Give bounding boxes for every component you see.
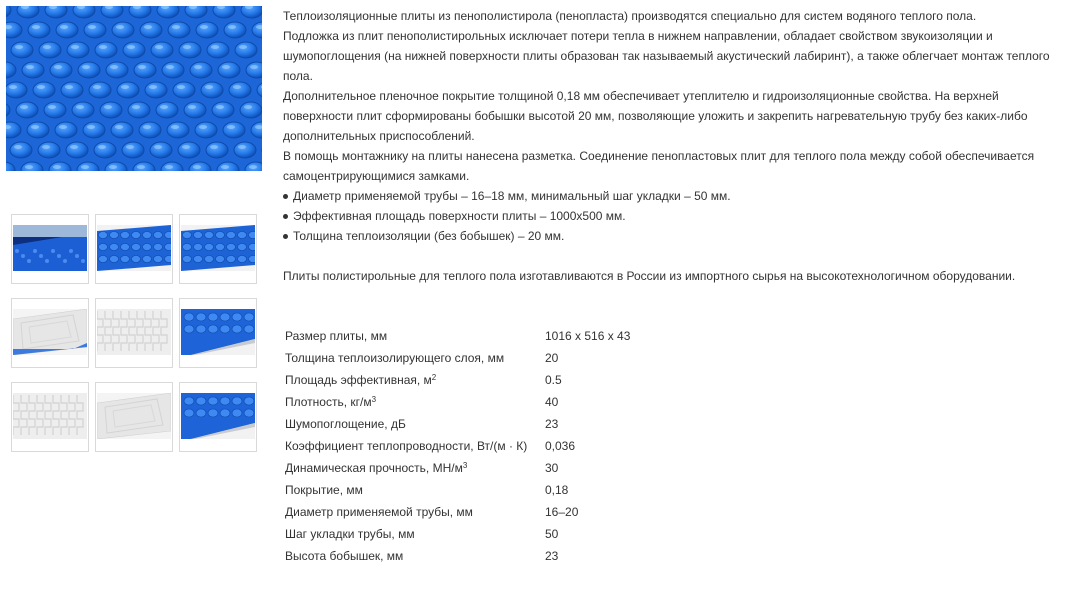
spec-row xyxy=(283,413,747,435)
main-product-image xyxy=(6,6,262,171)
thumbnail-image xyxy=(181,225,255,271)
description-paragraph: Подложка из плит пенополистирольных исключает потери тепла в нижнем направлении, обладает свойством звукоизоляции и шумопоглощения (на нижней поверхности плиты образован так называемый акустический лабиринт), а также облегчает монтаж теплого пола. xyxy=(283,29,1050,83)
description-paragraph: Теплоизоляционные плиты из пенополистирола (пенопласта) производятся специально для систем водяного теплого пола. xyxy=(283,9,977,23)
spec-label: Размер плиты, мм xyxy=(285,329,388,343)
spec-unit-exponent: 3 xyxy=(462,461,468,470)
spec-value: 23 xyxy=(545,549,559,563)
spec-label: Шаг укладки трубы, мм xyxy=(285,527,415,541)
spec-label: Динамическая прочность, $МН/м^3$ xyxy=(285,461,468,475)
spec-value: 30 xyxy=(545,461,559,475)
specs-table xyxy=(283,325,747,567)
description-paragraph: В помощь монтажнику на плиты нанесена разметка. Соединение пенопластовых плит для теплого пола между собой обеспечивается самоцентрирующимися замками. xyxy=(283,149,1035,183)
spec-row xyxy=(283,479,747,501)
thumbnail-image xyxy=(97,309,171,355)
spec-row xyxy=(283,391,747,413)
spec-label: Покрытие, мм xyxy=(285,483,363,497)
spec-value: 20 xyxy=(545,351,559,365)
spec-value: 50 xyxy=(545,527,559,541)
thumbnail-image xyxy=(181,309,255,355)
spec-label: Плотность, $кг/м^3$ xyxy=(285,395,377,409)
spec-row xyxy=(283,325,747,347)
spec-label: Шумопоглощение, дБ xyxy=(285,417,406,431)
spec-label: Высота бобышек, мм xyxy=(285,549,404,563)
product-description xyxy=(283,6,1058,286)
spec-unit-exponent: 3 xyxy=(371,395,377,404)
gallery-thumbnail[interactable] xyxy=(11,214,89,284)
feature-item: Эффективная площадь поверхности плиты – 1000х500 мм. xyxy=(283,206,1058,226)
gallery-thumbnail[interactable] xyxy=(179,382,257,452)
spec-value: 0.5 xyxy=(545,373,562,387)
feature-item: Диаметр применяемой трубы – 16–18 мм, минимальный шаг укладки – 50 мм. xyxy=(283,186,1058,206)
spec-row xyxy=(283,545,747,567)
spec-unit-exponent: 2 xyxy=(431,373,437,382)
thumbnail-image xyxy=(97,225,171,271)
gallery-thumbnail[interactable] xyxy=(95,214,173,284)
spec-value: 23 xyxy=(545,417,559,431)
spec-value: 0,18 xyxy=(545,483,569,497)
gallery-thumbnail[interactable] xyxy=(95,382,173,452)
gallery-thumbnail[interactable] xyxy=(11,382,89,452)
description-paragraph: Дополнительное пленочное покрытие толщиной 0,18 мм обеспечивает утеплителю и гидроизоляционные свойства. На верхней поверхности плит сформированы бобышки высотой 20 мм, позволяющие уложить и закрепить нагревательную трубу без каких-либо дополнительных приспособлений. xyxy=(283,89,1028,143)
spec-row xyxy=(283,369,747,391)
gallery-thumbnail[interactable] xyxy=(179,214,257,284)
gallery-thumbnail[interactable] xyxy=(11,298,89,368)
thumbnail-image xyxy=(181,393,255,439)
thumbnail-image xyxy=(97,393,171,439)
spec-row xyxy=(283,347,747,369)
gallery-thumbnail[interactable] xyxy=(179,298,257,368)
spec-label: Диаметр применяемой трубы, мм xyxy=(285,505,473,519)
spec-label: Площадь эффективная, $м^2$ xyxy=(285,373,437,387)
spec-value: 40 xyxy=(545,395,559,409)
spec-row xyxy=(283,435,747,457)
thumbnail-image xyxy=(13,225,87,271)
spec-row xyxy=(283,457,747,479)
feature-item: Толщина теплоизоляции (без бобышек) – 20 мм. xyxy=(283,226,1058,246)
spec-value: 1016 х 516 х 43 xyxy=(545,329,631,343)
spec-label: Толщина теплоизолирующего слоя, мм xyxy=(285,351,505,365)
origin-note: Плиты полистирольные для теплого пола изготавливаются в России из импортного сырья на высокотехнологичном оборудовании. xyxy=(283,269,1016,283)
gallery-thumbnail[interactable] xyxy=(95,298,173,368)
spec-row xyxy=(283,501,747,523)
thumbnail-image xyxy=(13,309,87,355)
spec-value: 0,036 xyxy=(545,439,576,453)
spec-label: Коэффициент теплопроводности, Вт/(м · К) xyxy=(285,439,528,453)
thumbnail-image xyxy=(13,393,87,439)
spec-row xyxy=(283,523,747,545)
spec-value: 16–20 xyxy=(545,505,579,519)
feature-list xyxy=(283,186,1058,246)
